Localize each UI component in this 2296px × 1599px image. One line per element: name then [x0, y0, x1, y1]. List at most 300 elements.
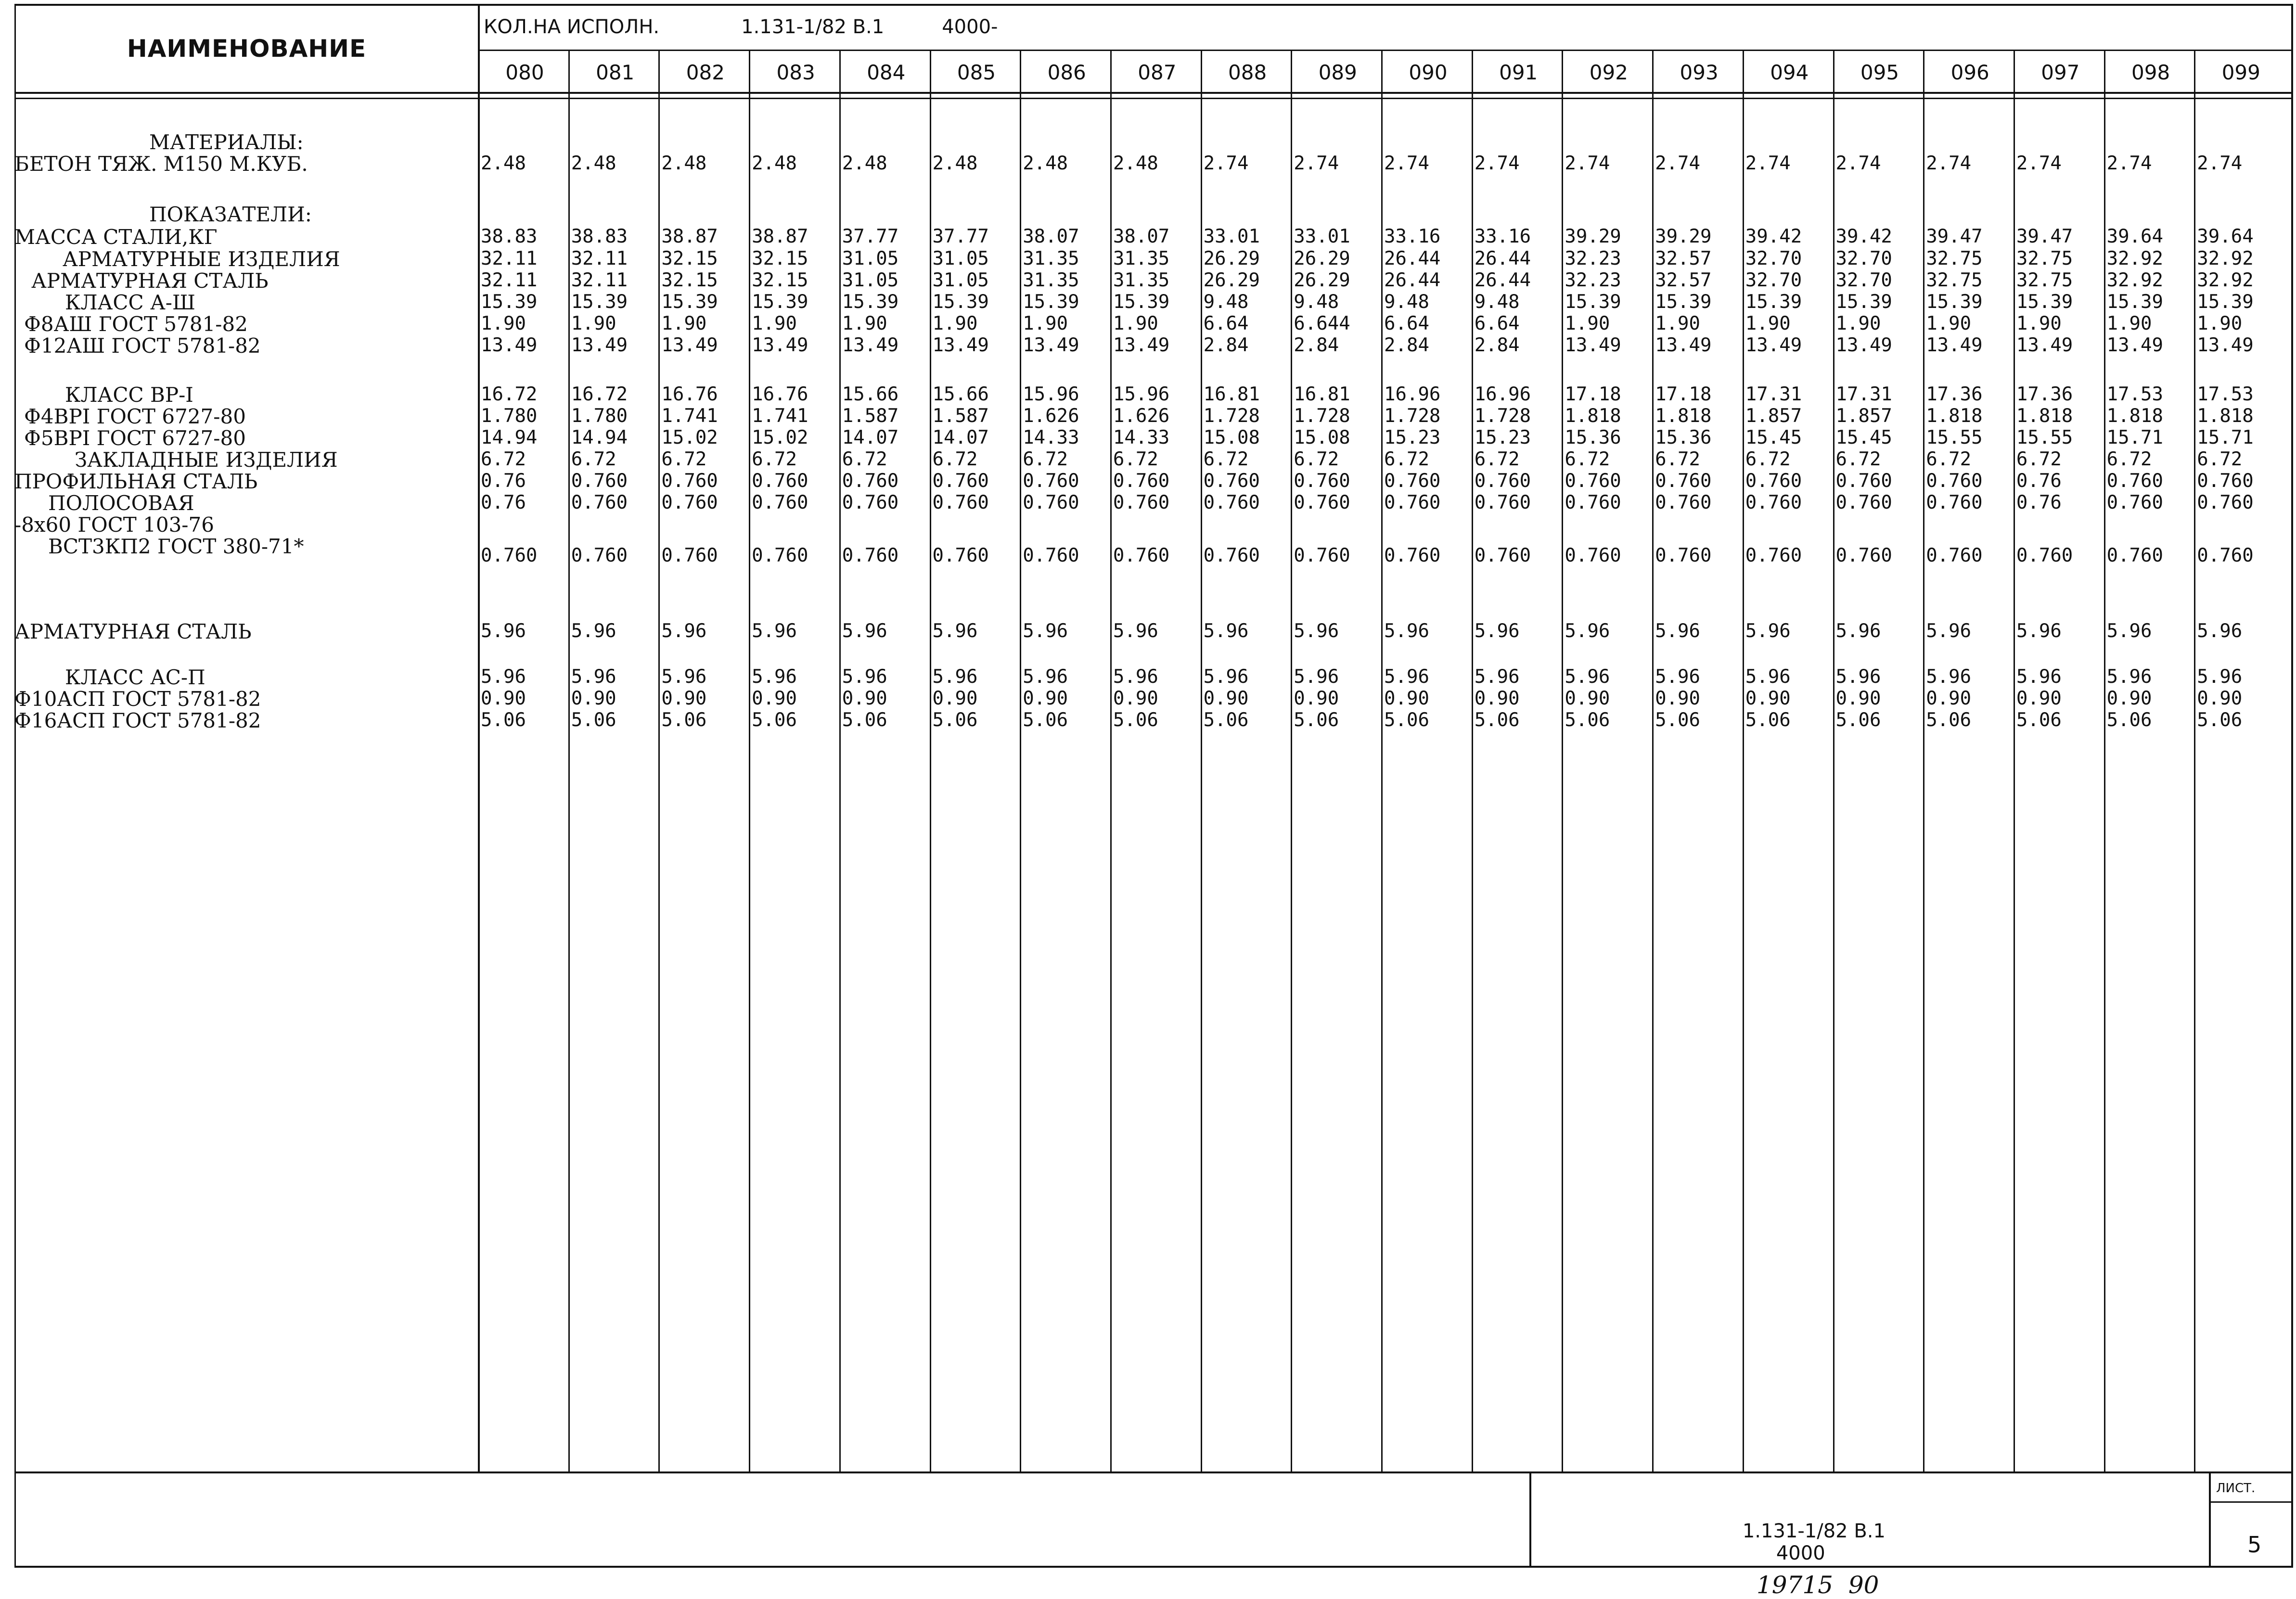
cell-armatur-izdel-085: 31.05: [932, 248, 989, 269]
cell-massa-092: 39.29: [1565, 226, 1621, 247]
cell-armatur-izdel-087: 31.35: [1113, 248, 1170, 269]
label-f16: Ф16АСП ГОСТ 5781-82: [14, 709, 261, 732]
cell-f12-083: 13.49: [752, 334, 808, 356]
cell-polos-091: 0.760: [1474, 492, 1531, 513]
cell-f8-093: 1.90: [1655, 313, 1701, 334]
cell-zaklad-089: 6.72: [1294, 448, 1339, 470]
cell-f8-085: 1.90: [932, 313, 978, 334]
cell-f4-084: 1.587: [842, 405, 899, 427]
cell-f10-098: 0.90: [2106, 688, 2152, 709]
cell-klass-vr1-088: 16.81: [1203, 384, 1260, 405]
cell-armatur-izdel-089: 26.29: [1294, 248, 1350, 269]
cell-vst-084: 0.760: [842, 545, 899, 566]
cell-f12-096: 13.49: [1926, 334, 1983, 356]
cell-armatur-stal2-091: 5.96: [1474, 620, 1520, 642]
cell-klass-a3-088: 9.48: [1203, 291, 1249, 313]
quantity-label: КОЛ.НА ИСПОЛН.: [484, 15, 660, 38]
cell-f8-082: 1.90: [661, 313, 707, 334]
cell-f12-091: 2.84: [1474, 334, 1520, 356]
cell-f16-088: 5.06: [1203, 709, 1249, 731]
cell-klass-ac2-083: 5.96: [752, 666, 797, 688]
cell-klass-ac2-090: 5.96: [1384, 666, 1429, 688]
column-header-094: 094: [1770, 61, 1809, 84]
cell-armatur-stal2-099: 5.96: [2197, 620, 2243, 642]
stamp-sheet-divider: [2209, 1471, 2211, 1568]
cell-armatur-stal2-086: 5.96: [1023, 620, 1068, 642]
cell-polos-081: 0.760: [571, 492, 628, 513]
cell-f5-098: 15.71: [2106, 427, 2163, 448]
cell-f4-096: 1.818: [1926, 405, 1983, 427]
column-header-086: 086: [1047, 61, 1086, 84]
cell-vst-094: 0.760: [1745, 545, 1802, 566]
cell-f16-085: 5.06: [932, 709, 978, 731]
cell-klass-a3-086: 15.39: [1023, 291, 1079, 313]
cell-beton-090: 2.74: [1384, 153, 1429, 174]
cell-armatur-stal-095: 32.70: [1835, 269, 1892, 291]
cell-f8-098: 1.90: [2106, 313, 2152, 334]
cell-beton-095: 2.74: [1835, 153, 1881, 174]
cell-armatur-izdel-092: 32.23: [1565, 248, 1621, 269]
cell-polos-098: 0.760: [2106, 492, 2163, 513]
cell-vst-092: 0.760: [1565, 545, 1621, 566]
cell-profil-085: 0.760: [932, 470, 989, 492]
cell-beton-083: 2.48: [752, 153, 797, 174]
cell-beton-081: 2.48: [571, 153, 616, 174]
cell-armatur-stal2-087: 5.96: [1113, 620, 1158, 642]
cell-f16-084: 5.06: [842, 709, 887, 731]
label-klass-vr1: КЛАСС ВР-I: [65, 383, 193, 407]
cell-f5-099: 15.71: [2197, 427, 2254, 448]
cell-f5-089: 15.08: [1294, 427, 1350, 448]
cell-f5-088: 15.08: [1203, 427, 1260, 448]
column-header-092: 092: [1589, 61, 1628, 84]
cell-polos-095: 0.760: [1835, 492, 1892, 513]
cell-f8-086: 1.90: [1023, 313, 1068, 334]
cell-beton-087: 2.48: [1113, 153, 1158, 174]
cell-f10-085: 0.90: [932, 688, 978, 709]
cell-f16-090: 5.06: [1384, 709, 1429, 731]
cell-f16-082: 5.06: [661, 709, 707, 731]
column-header-080: 080: [505, 61, 544, 84]
cell-klass-ac2-082: 5.96: [661, 666, 707, 688]
cell-zaklad-096: 6.72: [1926, 448, 1972, 470]
cell-armatur-stal2-095: 5.96: [1835, 620, 1881, 642]
cell-klass-vr1-096: 17.36: [1926, 384, 1983, 405]
label-profil: ПРОФИЛЬНАЯ СТАЛЬ: [14, 470, 258, 493]
cell-klass-a3-089: 9.48: [1294, 291, 1339, 313]
cell-armatur-stal-085: 31.05: [932, 269, 989, 291]
cell-f8-097: 1.90: [2016, 313, 2062, 334]
cell-f4-094: 1.857: [1745, 405, 1802, 427]
cell-massa-095: 39.42: [1835, 226, 1892, 247]
cell-massa-081: 38.83: [571, 226, 628, 247]
cell-f12-084: 13.49: [842, 334, 899, 356]
cell-polos-087: 0.760: [1113, 492, 1170, 513]
cell-f16-094: 5.06: [1745, 709, 1791, 731]
cell-klass-ac2-088: 5.96: [1203, 666, 1249, 688]
cell-f5-087: 14.33: [1113, 427, 1170, 448]
cell-f12-088: 2.84: [1203, 334, 1249, 356]
series-code: 1.131-1/82 В.1: [741, 15, 885, 38]
cell-profil-095: 0.760: [1835, 470, 1892, 492]
cell-armatur-stal2-088: 5.96: [1203, 620, 1249, 642]
cell-f4-099: 1.818: [2197, 405, 2254, 427]
cell-f10-081: 0.90: [571, 688, 616, 709]
cell-armatur-izdel-093: 32.57: [1655, 248, 1712, 269]
cell-armatur-stal2-084: 5.96: [842, 620, 887, 642]
quantity-header: [479, 4, 2293, 50]
cell-f12-092: 13.49: [1565, 334, 1621, 356]
cell-f8-094: 1.90: [1745, 313, 1791, 334]
cell-klass-a3-097: 15.39: [2016, 291, 2073, 313]
cell-f10-091: 0.90: [1474, 688, 1520, 709]
cell-f4-085: 1.587: [932, 405, 989, 427]
label-armatur-stal-2: АРМАТУРНАЯ СТАЛЬ: [14, 620, 252, 643]
cell-massa-086: 38.07: [1023, 226, 1079, 247]
cell-f4-098: 1.818: [2106, 405, 2163, 427]
cell-klass-vr1-091: 16.96: [1474, 384, 1531, 405]
cell-beton-080: 2.48: [481, 153, 526, 174]
header-mid-line: [479, 50, 2293, 51]
label-zaklad: ЗАКЛАДНЫЕ ИЗДЕЛИЯ: [75, 448, 338, 472]
column-header-084: 084: [867, 61, 906, 84]
cell-f8-091: 6.64: [1474, 313, 1520, 334]
cell-massa-087: 38.07: [1113, 226, 1170, 247]
cell-klass-ac2-094: 5.96: [1745, 666, 1791, 688]
cell-polos-080: 0.76: [481, 492, 526, 513]
cell-beton-094: 2.74: [1745, 153, 1791, 174]
cell-klass-a3-095: 15.39: [1835, 291, 1892, 313]
cell-f12-098: 13.49: [2106, 334, 2163, 356]
column-header-082: 082: [686, 61, 725, 84]
cell-vst-097: 0.760: [2016, 545, 2073, 566]
cell-zaklad-084: 6.72: [842, 448, 887, 470]
cell-klass-vr1-087: 15.96: [1113, 384, 1170, 405]
label-p8x60: -8x60 ГОСТ 103-76: [14, 513, 214, 537]
cell-f10-097: 0.90: [2016, 688, 2062, 709]
cell-f12-081: 13.49: [571, 334, 628, 356]
cell-armatur-stal-090: 26.44: [1384, 269, 1441, 291]
cell-f12-086: 13.49: [1023, 334, 1079, 356]
cell-armatur-izdel-080: 32.11: [481, 248, 538, 269]
cell-f4-092: 1.818: [1565, 405, 1621, 427]
label-massa: МАССА СТАЛИ,КГ: [14, 225, 218, 249]
cell-beton-082: 2.48: [661, 153, 707, 174]
cell-f12-099: 13.49: [2197, 334, 2254, 356]
cell-klass-vr1-099: 17.53: [2197, 384, 2254, 405]
cell-klass-a3-092: 15.39: [1565, 291, 1621, 313]
cell-f8-089: 6.644: [1294, 313, 1350, 334]
cell-zaklad-085: 6.72: [932, 448, 978, 470]
frame-bottom-line: [14, 1566, 2293, 1568]
cell-armatur-izdel-082: 32.15: [661, 248, 718, 269]
label-pokazateli: ПОКАЗАТЕЛИ:: [149, 203, 312, 226]
cell-klass-ac2-099: 5.96: [2197, 666, 2243, 688]
label-materials: МАТЕРИАЛЫ:: [149, 130, 304, 154]
cell-f16-099: 5.06: [2197, 709, 2243, 731]
cell-armatur-stal2-094: 5.96: [1745, 620, 1791, 642]
cell-f5-080: 14.94: [481, 427, 538, 448]
cell-armatur-izdel-088: 26.29: [1203, 248, 1260, 269]
cell-klass-vr1-094: 17.31: [1745, 384, 1802, 405]
cell-polos-093: 0.760: [1655, 492, 1712, 513]
cell-polos-082: 0.760: [661, 492, 718, 513]
label-f8: Ф8АШ ГОСТ 5781-82: [24, 312, 248, 336]
label-armatur-izdel: АРМАТУРНЫЕ ИЗДЕЛИЯ: [63, 247, 340, 271]
cell-klass-a3-087: 15.39: [1113, 291, 1170, 313]
cell-vst-099: 0.760: [2197, 545, 2254, 566]
cell-klass-ac2-081: 5.96: [571, 666, 616, 688]
label-beton: БЕТОН ТЯЖ. М150 М.КУБ.: [14, 152, 308, 176]
cell-f8-081: 1.90: [571, 313, 616, 334]
cell-klass-vr1-081: 16.72: [571, 384, 628, 405]
cell-armatur-izdel-084: 31.05: [842, 248, 899, 269]
cell-armatur-stal-096: 32.75: [1926, 269, 1983, 291]
cell-profil-091: 0.760: [1474, 470, 1531, 492]
column-header-087: 087: [1138, 61, 1177, 84]
cell-vst-096: 0.760: [1926, 545, 1983, 566]
cell-armatur-stal2-080: 5.96: [481, 620, 526, 642]
cell-armatur-stal2-092: 5.96: [1565, 620, 1610, 642]
cell-f16-087: 5.06: [1113, 709, 1158, 731]
cell-armatur-izdel-090: 26.44: [1384, 248, 1441, 269]
cell-f4-091: 1.728: [1474, 405, 1531, 427]
cell-massa-096: 39.47: [1926, 226, 1983, 247]
cell-f16-081: 5.06: [571, 709, 616, 731]
cell-klass-ac2-084: 5.96: [842, 666, 887, 688]
cell-armatur-stal2-089: 5.96: [1294, 620, 1339, 642]
cell-f5-084: 14.07: [842, 427, 899, 448]
cell-vst-089: 0.760: [1294, 545, 1350, 566]
cell-klass-vr1-095: 17.31: [1835, 384, 1892, 405]
cell-massa-097: 39.47: [2016, 226, 2073, 247]
cell-armatur-stal-088: 26.29: [1203, 269, 1260, 291]
cell-armatur-stal2-090: 5.96: [1384, 620, 1429, 642]
cell-beton-093: 2.74: [1655, 153, 1701, 174]
cell-f5-091: 15.23: [1474, 427, 1531, 448]
cell-f16-098: 5.06: [2106, 709, 2152, 731]
cell-zaklad-082: 6.72: [661, 448, 707, 470]
cell-zaklad-094: 6.72: [1745, 448, 1791, 470]
cell-f5-090: 15.23: [1384, 427, 1441, 448]
cell-klass-ac2-085: 5.96: [932, 666, 978, 688]
cell-armatur-stal2-097: 5.96: [2016, 620, 2062, 642]
cell-f4-080: 1.780: [481, 405, 538, 427]
cell-zaklad-081: 6.72: [571, 448, 616, 470]
cell-klass-ac2-086: 5.96: [1023, 666, 1068, 688]
cell-f4-090: 1.728: [1384, 405, 1441, 427]
cell-klass-a3-094: 15.39: [1745, 291, 1802, 313]
cell-vst-087: 0.760: [1113, 545, 1170, 566]
cell-armatur-stal-092: 32.23: [1565, 269, 1621, 291]
cell-klass-vr1-080: 16.72: [481, 384, 538, 405]
cell-beton-097: 2.74: [2016, 153, 2062, 174]
cell-zaklad-083: 6.72: [752, 448, 797, 470]
cell-f10-087: 0.90: [1113, 688, 1158, 709]
cell-f10-083: 0.90: [752, 688, 797, 709]
stamp-left-divider: [1529, 1471, 1531, 1568]
cell-beton-084: 2.48: [842, 153, 887, 174]
cell-f10-080: 0.90: [481, 688, 526, 709]
cell-f16-080: 5.06: [481, 709, 526, 731]
cell-klass-a3-082: 15.39: [661, 291, 718, 313]
cell-klass-ac2-096: 5.96: [1926, 666, 1972, 688]
column-header-098: 098: [2131, 61, 2170, 84]
cell-f16-096: 5.06: [1926, 709, 1972, 731]
cell-f16-083: 5.06: [752, 709, 797, 731]
cell-armatur-stal-081: 32.11: [571, 269, 628, 291]
cell-klass-vr1-097: 17.36: [2016, 384, 2073, 405]
cell-zaklad-098: 6.72: [2106, 448, 2152, 470]
column-header-096: 096: [1950, 61, 1989, 84]
cell-massa-093: 39.29: [1655, 226, 1712, 247]
cell-f4-086: 1.626: [1023, 405, 1079, 427]
cell-massa-090: 33.16: [1384, 226, 1441, 247]
stamp-sheet-line: [2209, 1501, 2293, 1503]
cell-armatur-stal-099: 32.92: [2197, 269, 2254, 291]
cell-klass-vr1-086: 15.96: [1023, 384, 1079, 405]
label-f5: Ф5ВРI ГОСТ 6727-80: [24, 426, 246, 450]
cell-klass-ac2-092: 5.96: [1565, 666, 1610, 688]
cell-f10-092: 0.90: [1565, 688, 1610, 709]
cell-armatur-izdel-083: 32.15: [752, 248, 808, 269]
cell-f10-090: 0.90: [1384, 688, 1429, 709]
cell-klass-ac2-095: 5.96: [1835, 666, 1881, 688]
label-klass-a3: КЛАСС А-Ш: [65, 291, 195, 314]
cell-f16-097: 5.06: [2016, 709, 2062, 731]
cell-f12-089: 2.84: [1294, 334, 1339, 356]
cell-beton-091: 2.74: [1474, 153, 1520, 174]
cell-klass-vr1-098: 17.53: [2106, 384, 2163, 405]
cell-f4-097: 1.818: [2016, 405, 2073, 427]
column-header-091: 091: [1499, 61, 1538, 84]
cell-f10-086: 0.90: [1023, 688, 1068, 709]
cell-zaklad-093: 6.72: [1655, 448, 1701, 470]
cell-klass-ac2-087: 5.96: [1113, 666, 1158, 688]
cell-zaklad-095: 6.72: [1835, 448, 1881, 470]
cell-armatur-stal-094: 32.70: [1745, 269, 1802, 291]
cell-armatur-stal-082: 32.15: [661, 269, 718, 291]
cell-polos-096: 0.760: [1926, 492, 1983, 513]
cell-klass-a3-084: 15.39: [842, 291, 899, 313]
cell-klass-ac2-093: 5.96: [1655, 666, 1701, 688]
cell-armatur-stal-098: 32.92: [2106, 269, 2163, 291]
cell-beton-099: 2.74: [2197, 153, 2243, 174]
cell-f8-096: 1.90: [1926, 313, 1972, 334]
cell-f5-083: 15.02: [752, 427, 808, 448]
cell-f10-095: 0.90: [1835, 688, 1881, 709]
cell-armatur-stal-093: 32.57: [1655, 269, 1712, 291]
cell-klass-a3-091: 9.48: [1474, 291, 1520, 313]
cell-f5-082: 15.02: [661, 427, 718, 448]
cell-massa-099: 39.64: [2197, 226, 2254, 247]
cell-f12-080: 13.49: [481, 334, 538, 356]
cell-armatur-stal-083: 32.15: [752, 269, 808, 291]
cell-f5-086: 14.33: [1023, 427, 1079, 448]
cell-f16-093: 5.06: [1655, 709, 1701, 731]
cell-f5-093: 15.36: [1655, 427, 1712, 448]
cell-massa-080: 38.83: [481, 226, 538, 247]
frame-right-line: [2291, 4, 2293, 1568]
cell-massa-089: 33.01: [1294, 226, 1350, 247]
cell-massa-088: 33.01: [1203, 226, 1260, 247]
cell-profil-093: 0.760: [1655, 470, 1712, 492]
cell-f10-089: 0.90: [1294, 688, 1339, 709]
cell-vst-093: 0.760: [1655, 545, 1712, 566]
cell-profil-092: 0.760: [1565, 470, 1621, 492]
cell-klass-ac2-080: 5.96: [481, 666, 526, 688]
cell-f5-094: 15.45: [1745, 427, 1802, 448]
cell-f5-097: 15.55: [2016, 427, 2073, 448]
cell-armatur-stal-097: 32.75: [2016, 269, 2073, 291]
cell-vst-091: 0.760: [1474, 545, 1531, 566]
cell-vst-080: 0.760: [481, 545, 538, 566]
cell-f8-087: 1.90: [1113, 313, 1158, 334]
cell-f16-095: 5.06: [1835, 709, 1881, 731]
cell-vst-081: 0.760: [571, 545, 628, 566]
cell-beton-088: 2.74: [1203, 153, 1249, 174]
cell-zaklad-090: 6.72: [1384, 448, 1429, 470]
label-vst: ВСТ3КП2 ГОСТ 380-71*: [48, 535, 304, 558]
cell-profil-098: 0.760: [2106, 470, 2163, 492]
cell-profil-083: 0.760: [752, 470, 808, 492]
cell-klass-a3-099: 15.39: [2197, 291, 2254, 313]
cell-armatur-stal2-096: 5.96: [1926, 620, 1972, 642]
sheet-number: 5: [2247, 1532, 2262, 1558]
cell-f4-082: 1.741: [661, 405, 718, 427]
cell-polos-097: 0.76: [2016, 492, 2062, 513]
cell-armatur-stal-086: 31.35: [1023, 269, 1079, 291]
label-armatur-stal: АРМАТУРНАЯ СТАЛЬ: [31, 269, 269, 293]
column-header-081: 081: [596, 61, 635, 84]
cell-f8-080: 1.90: [481, 313, 526, 334]
column-header-097: 097: [2041, 61, 2080, 84]
cell-klass-ac2-097: 5.96: [2016, 666, 2062, 688]
cell-armatur-izdel-097: 32.75: [2016, 248, 2073, 269]
cell-f5-092: 15.36: [1565, 427, 1621, 448]
cell-f8-088: 6.64: [1203, 313, 1249, 334]
cell-klass-vr1-082: 16.76: [661, 384, 718, 405]
cell-zaklad-099: 6.72: [2197, 448, 2243, 470]
cell-klass-vr1-089: 16.81: [1294, 384, 1350, 405]
cell-armatur-izdel-098: 32.92: [2106, 248, 2163, 269]
cell-klass-vr1-083: 16.76: [752, 384, 808, 405]
cell-klass-a3-081: 15.39: [571, 291, 628, 313]
cell-beton-092: 2.74: [1565, 153, 1610, 174]
cell-vst-090: 0.760: [1384, 545, 1441, 566]
cell-f12-090: 2.84: [1384, 334, 1429, 356]
column-header-093: 093: [1680, 61, 1719, 84]
cell-f4-095: 1.857: [1835, 405, 1892, 427]
cell-massa-094: 39.42: [1745, 226, 1802, 247]
cell-armatur-stal-089: 26.29: [1294, 269, 1350, 291]
column-header-085: 085: [957, 61, 996, 84]
cell-vst-082: 0.760: [661, 545, 718, 566]
cell-f5-095: 15.45: [1835, 427, 1892, 448]
cell-profil-099: 0.760: [2197, 470, 2254, 492]
cell-beton-086: 2.48: [1023, 153, 1068, 174]
cell-polos-094: 0.760: [1745, 492, 1802, 513]
cell-polos-084: 0.760: [842, 492, 899, 513]
cell-beton-096: 2.74: [1926, 153, 1972, 174]
cell-f10-088: 0.90: [1203, 688, 1249, 709]
cell-f4-088: 1.728: [1203, 405, 1260, 427]
stamp-series-code: 1.131-1/82 В.1: [1742, 1520, 1886, 1542]
cell-klass-a3-093: 15.39: [1655, 291, 1712, 313]
handwritten-note: 19715 90: [1757, 1571, 1879, 1599]
cell-armatur-izdel-095: 32.70: [1835, 248, 1892, 269]
cell-f10-093: 0.90: [1655, 688, 1701, 709]
